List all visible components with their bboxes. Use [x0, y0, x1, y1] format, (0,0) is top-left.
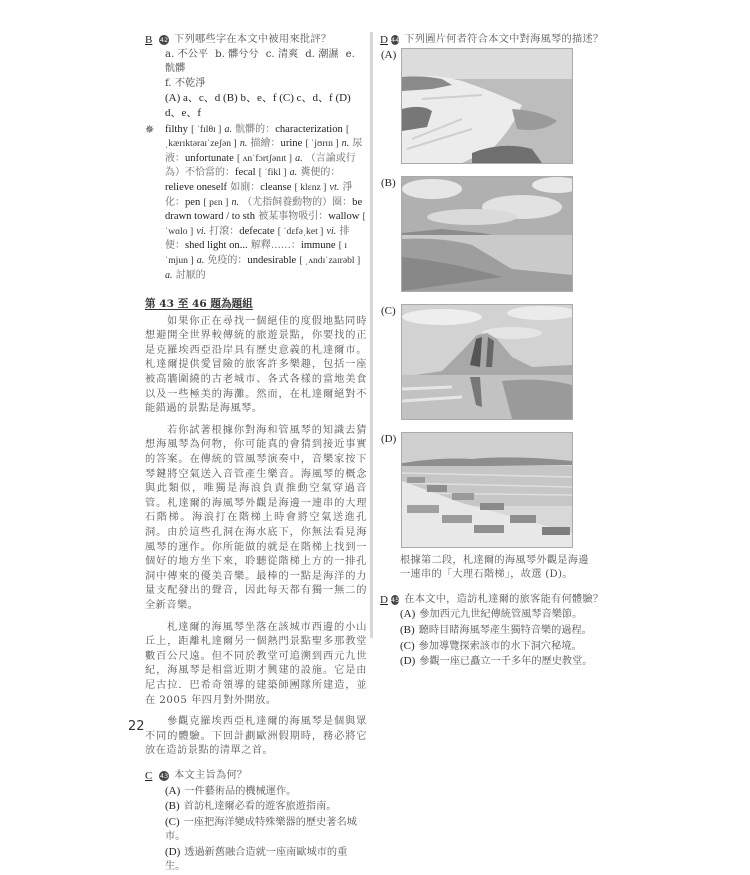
option-label: (B): [400, 623, 415, 636]
left-column: [145, 33, 367, 875]
image-option-b: [380, 176, 598, 292]
photo-white-cliff-coast: [401, 48, 573, 164]
star-bullet-icon: ✵: [145, 122, 155, 136]
vocab-pos: vi.: [196, 225, 207, 237]
vocab-en: undesirable: [247, 254, 297, 266]
passage-paragraph: 札達爾的海風琴坐落在該城市西邊的小山丘上，距離札達爾另一個熱門景點聖多那教堂數百公尺遠。但不同於教堂可追溯到西元九世紀，海風琴是相當近期才興建的設施。它是由尼古拉．巴希奇領導的建築師團隊所建造，並在 2005 年四月對外開放。: [145, 621, 367, 706]
vocab-pos: a.: [289, 167, 298, 179]
vocab-zh: 打滾: [209, 225, 230, 237]
option-b: [145, 799, 367, 815]
option-c: [380, 639, 598, 655]
option-d: [145, 845, 367, 875]
vocab-zh: 骯髒的: [235, 123, 266, 135]
vocab-zh: 解釋……: [250, 240, 291, 252]
vocab-ipa: [ ɪˈmjun ]: [165, 240, 348, 266]
vocab-entry: [165, 182, 250, 193]
option-label: (D): [165, 845, 181, 858]
answer-explanation: 根據第二段，札達爾的海風琴外觀是海邊一連串的「大理石階梯」，故選 (D)。: [400, 554, 589, 581]
vocab-ipa: [ klɛnz ]: [294, 181, 327, 193]
option-text: 參加西元九世紀傳統管風琴音樂節。: [419, 609, 583, 621]
vocab-zh: 尿液: [165, 138, 363, 164]
question-45: [380, 593, 604, 670]
vocab-en: wallow: [328, 211, 360, 223]
vocab-pos: a.: [196, 254, 205, 266]
word-option: a. 不公平: [165, 48, 209, 60]
vocab-en: fecal: [235, 167, 256, 179]
option-text: 參觀一座已矗立一千多年的歷史教堂。: [419, 656, 593, 668]
page-number: 22: [128, 719, 145, 734]
vocab-ipa: [ ˈfikl ]: [258, 167, 287, 179]
question-44: [380, 33, 604, 583]
right-column: [380, 33, 604, 670]
vocab-en: urine: [280, 138, 303, 150]
vocab-en: pen: [185, 196, 201, 208]
passage-paragraph: 若你試著根據你對海和管風琴的知識去猜想海風琴為何物，你可能真的會猜到接近事實的答案。在傳統的管風琴演奏中，音樂家按下琴鍵將空氣送入音管產生樂音。海風琴的概念與此類似，唯獨是海浪負責推動空氣穿過音管。札達爾的海風琴外觀是海邊一連串的大理石階梯。海浪打在階梯上時會將空氣送進孔洞。由於這些孔洞在海水底下，你無法看見海風琴的運作。你所能做的就是在階梯上找到一個好的地方坐下來，聆聽從階梯上方的一排孔洞中傳來的優美音樂。最棒的一點是海洋的力量支配發出的聲音，因此每天都有獨一無二的全新音樂。: [145, 424, 367, 611]
option-label: (A): [400, 608, 416, 621]
vocab-ipa: [ ʌnˈfɔrtʃənɪt ]: [237, 152, 292, 164]
vocabulary-list: filthy [ ˈfɪlθɪ ] a. 骯髒的：characterization [ ˌkærɪktəraɪˈzeʃən ] n. 描繪：urine [ ˈjʊrɪn ] n. 尿液：unfortunate [ ʌnˈfɔrtʃənɪt ] a. （言論或行為）不恰當的：fecal [ ˈfikl ] a. 糞便的：relieve oneself 如廁：cleanse [ klɛnz ] vt. 淨化：pen [ pɛn ] n. （尤指飼養動物的）圈：be drawn toward / to sth 被某事物吸引：wallow [ ˈwɑlo ] vi. 打滾：defecate [ ˈdɛfəˌket ] vi. 排便：shed light on... 解釋……：immune [ ɪˈmjun ] a. 免疫的：undesirable [ ˌʌndɪˈzaɪrəbl ] a. 討厭的: [165, 123, 366, 281]
vocab-pos: vi.: [326, 225, 337, 237]
question-43: [145, 769, 367, 875]
option-text: 透過新舊融合造就一座南歐城市的重生。: [165, 846, 348, 873]
vocab-ipa: [ ˌʌndɪˈzaɪrəbl ]: [299, 254, 361, 266]
option-label: (A): [381, 48, 397, 61]
option-c: [145, 815, 367, 845]
option-label: (B): [381, 176, 396, 189]
image-option-a: [380, 48, 598, 164]
option-a: [380, 607, 598, 623]
word-options: [145, 48, 367, 77]
answer-key: D: [380, 593, 388, 606]
vocab-pos: vt.: [329, 181, 340, 193]
answer-choices: (A) a、c、d (B) b、e、f (C) c、d、f (D) d、e、f: [165, 92, 351, 119]
question-text: 下列哪些字在本文中被用來批評？: [174, 34, 332, 45]
photo-marble-steps-by-sea: [401, 432, 573, 548]
vocab-en: be drawn toward / to sth: [165, 196, 363, 223]
option-text: 一件藝術品的機械運作。: [184, 785, 297, 797]
question-42: [145, 33, 367, 283]
option-label: (C): [381, 304, 396, 317]
passage-paragraph: 如果你正在尋找一個絕佳的度假地點同時想避開全世界較傳統的旅遊景點，你要找的正是克羅埃西亞沿岸具有歷史意義的札達爾市。札達爾提供愛冒險的旅客許多樂趣，包括一座被高牆圍繞的古老城市、各式各樣的當地美食以及一些極美的海灘。然而，在札達爾絕對不能錯過的景點是海風琴。: [145, 315, 367, 415]
vocab-en: filthy: [165, 123, 188, 135]
word-option: c. 清爽: [265, 48, 299, 60]
vocab-zh: 被某事物吸引: [258, 211, 319, 223]
vocabulary-notes: [145, 123, 367, 284]
vocab-entry: [165, 124, 265, 135]
option-label: (D): [381, 432, 397, 445]
vocab-en: relieve oneself: [165, 181, 228, 193]
vocab-zh: （尤指飼養動物的）圈: [242, 196, 343, 208]
passage-paragraph: 參觀克羅埃西亞札達爾的海風琴是個與眾不同的體驗。下回計劃歐洲假期時，務必將它放在造訪景點的清單之首。: [145, 716, 367, 757]
photo-cloudy-coastal-headland: [401, 176, 573, 292]
vocab-en: defecate: [239, 225, 275, 237]
column-divider: [370, 32, 373, 638]
vocab-en: characterization: [275, 123, 343, 135]
vocab-en: unfortunate: [185, 152, 234, 164]
vocab-entry: [185, 197, 342, 208]
question-number-icon: 45: [390, 595, 400, 604]
word-option: e. 骯髒: [165, 48, 355, 75]
vocab-zh: 如廁: [230, 181, 251, 193]
question-text: 本文主旨為何？: [174, 769, 248, 781]
option-label: (B): [165, 800, 180, 813]
option-a: [145, 784, 367, 800]
answer-key: B: [145, 34, 153, 46]
vocab-zh: 免疫的: [207, 254, 238, 266]
answer-key: D: [380, 34, 388, 46]
question-text: 在本文中，造訪札達爾的旅客能有何體驗？: [404, 593, 604, 605]
option-text: 一座把海洋變成特殊樂器的歷史著名城市。: [165, 816, 357, 843]
section-title: 第 43 至 46 題為題組: [145, 298, 253, 311]
option-d: [380, 654, 598, 670]
vocab-ipa: [ ˈwɑlo ]: [165, 211, 366, 237]
question-number-icon: 42: [159, 36, 169, 44]
word-options-cont: [145, 77, 367, 92]
vocab-zh: 描繪: [250, 138, 271, 150]
vocab-ipa: [ ˈdɛfəˌket ]: [277, 225, 324, 237]
word-option: b. 髒兮兮: [215, 48, 259, 60]
vocab-ipa: [ ˈjʊrɪn ]: [305, 138, 339, 150]
question-number-icon: 44: [390, 36, 400, 44]
option-b: [380, 623, 598, 639]
option-label: (C): [165, 815, 180, 828]
vocab-zh: 排便: [165, 225, 350, 252]
vocab-entry: [185, 240, 291, 251]
vocab-pos: n.: [239, 138, 248, 150]
vocab-en: shed light on...: [185, 240, 248, 252]
question-number-icon: 43: [159, 771, 169, 780]
vocab-ipa: [ ˌkærɪktəraɪˈzeʃən ]: [165, 123, 350, 150]
vocab-zh: （言論或行為）不恰當的: [165, 152, 356, 179]
vocab-en: immune: [300, 240, 336, 252]
vocab-pos: n.: [231, 196, 239, 208]
word-option: f. 不乾淨: [165, 77, 206, 89]
vocab-entry: [235, 167, 330, 178]
vocab-zh: 討厭的: [175, 269, 206, 281]
option-label: (A): [165, 784, 181, 797]
vocab-zh: 糞便的: [300, 167, 331, 179]
option-text: 首訪札達爾必看的遊客旅遊指南。: [183, 801, 337, 813]
vocab-en: cleanse: [260, 181, 292, 193]
answer-key: C: [145, 769, 153, 782]
word-option: d. 潮濕: [305, 48, 339, 60]
vocab-ipa: [ pɛn ]: [203, 196, 229, 208]
question-text: 下列圖片何者符合本文中對海風琴的描述？: [404, 34, 604, 45]
vocab-pos: a.: [295, 152, 303, 164]
option-label: (D): [400, 655, 416, 668]
vocab-ipa: [ ˈfɪlθɪ ]: [191, 123, 222, 135]
vocab-zh: 淨化: [165, 181, 353, 208]
image-option-d: [380, 432, 598, 548]
option-text: 聽時目睹海風琴產生獨特音樂的過程。: [418, 624, 592, 636]
vocab-pos: a.: [165, 269, 173, 281]
option-label: (C): [400, 639, 415, 652]
vocab-pos: a.: [224, 123, 232, 135]
photo-rock-formation-reflection: [401, 304, 573, 420]
image-option-c: [380, 304, 598, 420]
vocab-pos: n.: [341, 138, 350, 150]
option-text: 參加導覽探索該市的水下洞穴秘境。: [418, 640, 582, 652]
